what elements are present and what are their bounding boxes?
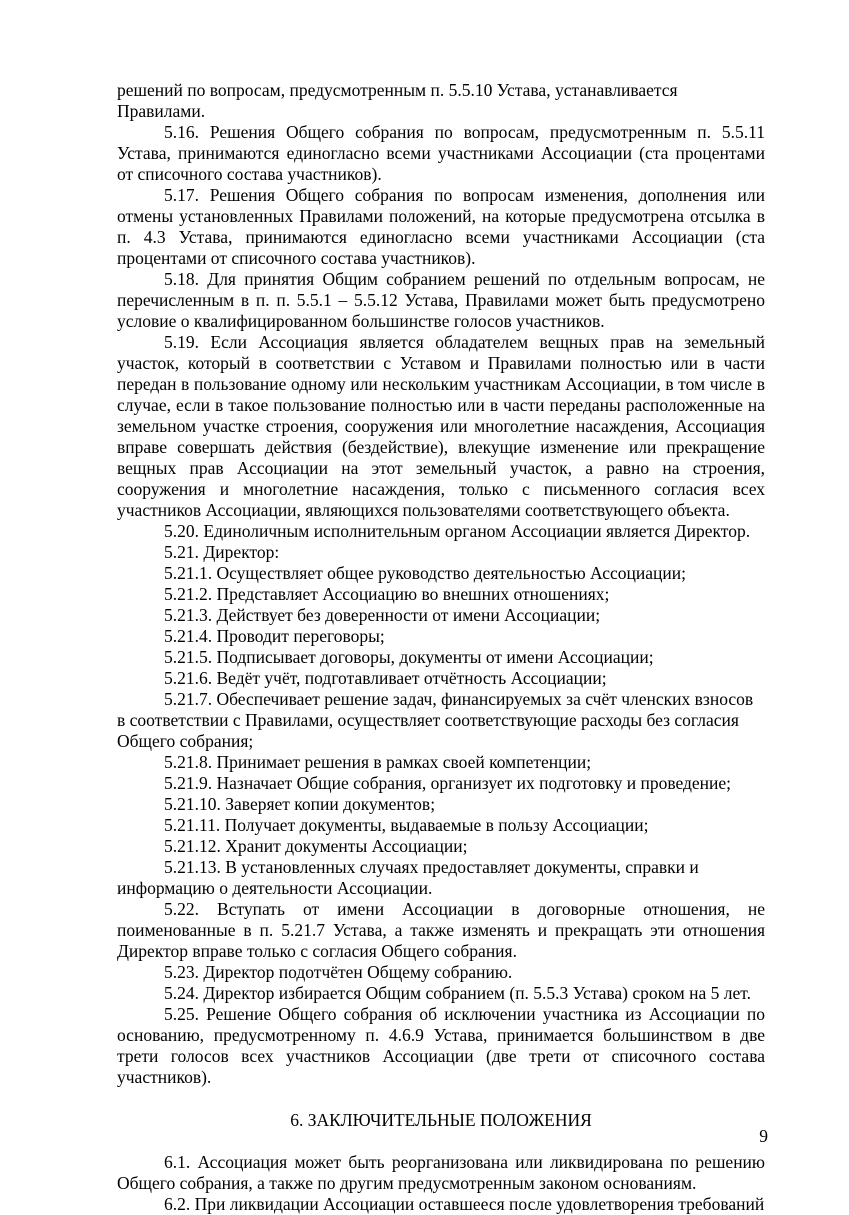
paragraph: 5.21.3. Действует без доверенности от имени Ассоциации;: [164, 605, 601, 625]
paragraph: 5.18. Для принятия Общим собранием решений по отдельным вопросам, не перечисленным в п. п. 5.5.1 – 5.5.12 Устава, Правилами может быть предусмотрено условие о квалифицированном большинстве голосов участников.: [117, 269, 765, 331]
paragraph: решений по вопросам, предусмотренным п. 5.5.10 Устава, устанавливается Правилами.: [117, 80, 678, 121]
paragraph: 5.20. Единоличным исполнительным органом Ассоциации является Директор.: [164, 521, 751, 541]
section-heading: 6. ЗАКЛЮЧИТЕЛЬНЫЕ ПОЛОЖЕНИЯ: [290, 1110, 592, 1130]
document-text: [117, 80, 765, 1215]
page-number: 9: [759, 1126, 768, 1146]
paragraph: 6.2. При ликвидации Ассоциации оставшееся после удовлетворения требований: [164, 1194, 765, 1214]
paragraph: 5.21. Директор:: [164, 542, 280, 562]
paragraph: 5.21.13. В установленных случаях предоставляет документы, справки и информацию о деятельности Ассоциации.: [117, 857, 699, 898]
paragraph: 5.21.5. Подписывает договоры, документы от имени Ассоциации;: [164, 647, 654, 667]
paragraph: 5.21.11. Получает документы, выдаваемые в пользу Ассоциации;: [164, 815, 649, 835]
paragraph: 5.21.12. Хранит документы Ассоциации;: [164, 836, 468, 856]
paragraph: 5.21.1. Осуществляет общее руководство деятельностью Ассоциации;: [164, 563, 686, 583]
paragraph: 5.21.2. Представляет Ассоциацию во внешних отношениях;: [164, 584, 610, 604]
paragraph: 5.24. Директор избирается Общим собранием (п. 5.5.3 Устава) сроком на 5 лет.: [164, 983, 751, 1003]
paragraph: 5.23. Директор подотчётен Общему собранию.: [164, 962, 513, 982]
paragraph: 5.17. Решения Общего собрания по вопросам изменения, дополнения или отмены установленных Правилами положений, на которые предусмотрена отсылка в п. 4.3 Устава, принимаются единогласно всеми участниками Ассоциации (ста процентами от списочного состава участников).: [117, 185, 765, 268]
paragraph: 5.21.6. Ведёт учёт, подготавливает отчётность Ассоциации;: [164, 668, 607, 688]
paragraph: 6.1. Ассоциация может быть реорганизована или ликвидирована по решению Общего собрания, а также по другим предусмотренным законом основаниям.: [117, 1152, 765, 1193]
paragraph: 5.25. Решение Общего собрания об исключении участника из Ассоциации по основанию, предусмотренному п. 4.6.9 Устава, принимается большинством в две трети голосов всех участников Ассоциации (две трети от списочного состава участников).: [117, 1004, 765, 1087]
paragraph: 5.21.10. Заверяет копии документов;: [164, 794, 436, 814]
paragraph: 5.19. Если Ассоциация является обладателем вещных прав на земельный участок, который в соответствии с Уставом и Правилами полностью или в части передан в пользование одному или нескольким участникам Ассоциации, в том числе в случае, если в такое пользование полностью или в части переданы расположенные на земельном участке строения, сооружения или многолетние насаждения, Ассоциация вправе совершать действия (бездействие), влекущие изменение или прекращение вещных прав Ассоциации на этот земельный участок, а равно на строения, сооружения и многолетние насаждения, только с письменного согласия всех участников Ассоциации, являющихся пользователями соответствующего объекта.: [117, 332, 765, 520]
paragraph: 5.21.4. Проводит переговоры;: [164, 626, 385, 646]
paragraph: 5.16. Решения Общего собрания по вопросам, предусмотренным п. 5.5.11 Устава, принимаются единогласно всеми участниками Ассоциации (ста процентами от списочного состава участников).: [117, 122, 765, 184]
paragraph: 5.21.7. Обеспечивает решение задач, финансируемых за счёт членских взносов в соответствии с Правилами, осуществляет соответствующие расходы без согласия Общего собрания;: [117, 689, 754, 751]
paragraph: 5.21.9. Назначает Общие собрания, организует их подготовку и проведение;: [164, 773, 732, 793]
paragraph: 5.22. Вступать от имени Ассоциации в договорные отношения, не поименованные в п. 5.21.7 Устава, а также изменять и прекращать эти отношения Директор вправе только с согласия Общего собрания.: [117, 899, 765, 961]
paragraph: 5.21.8. Принимает решения в рамках своей компетенции;: [164, 752, 592, 772]
